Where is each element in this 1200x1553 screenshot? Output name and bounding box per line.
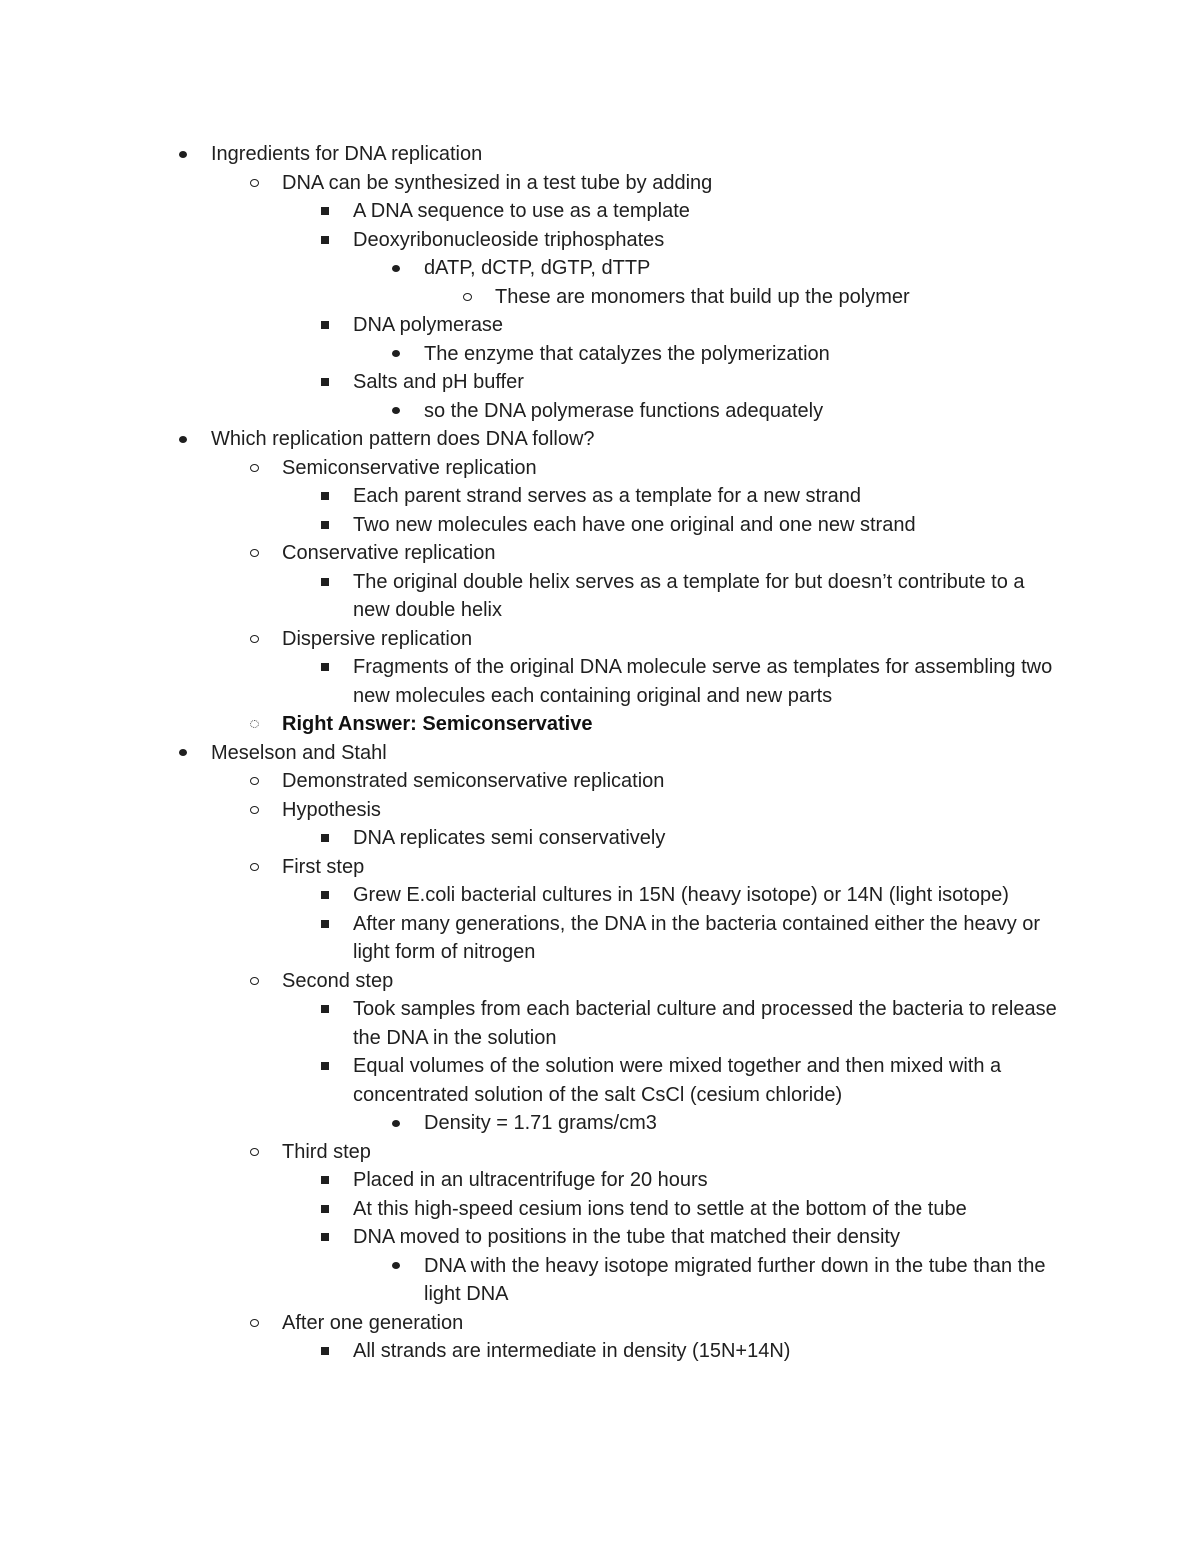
square-bullet-icon (321, 207, 329, 215)
list-item (0, 967, 1200, 996)
list-item (0, 710, 1200, 739)
square-bullet-icon (321, 920, 329, 928)
list-item-text: Placed in an ultracentrifuge for 20 hours (353, 1169, 708, 1191)
list-item (0, 226, 1200, 255)
list-item (0, 197, 1200, 226)
list-item (0, 881, 1200, 910)
list-item (0, 1337, 1200, 1366)
list-item (0, 1166, 1200, 1195)
hollow-circle-bullet-icon (250, 1148, 259, 1156)
filled-circle-bullet-icon (392, 1120, 400, 1127)
list-item-text: Second step (282, 969, 394, 992)
square-bullet-icon (321, 521, 329, 529)
list-item (0, 454, 1200, 483)
list-item (0, 824, 1200, 853)
list-item-text: Equal volumes of the solution were mixed together and then mixed with a concentrated solution of the salt CsCl (cesium chloride) (353, 1055, 1002, 1106)
list-item (0, 169, 1200, 198)
filled-circle-bullet-icon (179, 436, 187, 443)
list-item (0, 1052, 1200, 1109)
list-item-text: DNA moved to positions in the tube that matched their density (353, 1226, 900, 1248)
hollow-circle-bullet-icon (250, 464, 259, 472)
hollow-circle-bullet-icon (250, 863, 259, 871)
list-item-text: At this high-speed cesium ions tend to settle at the bottom of the tube (353, 1197, 967, 1220)
square-bullet-icon (321, 1233, 329, 1241)
list-item-text: Conservative replication (282, 542, 496, 564)
document-outline (0, 140, 1200, 1366)
list-item (0, 653, 1200, 710)
square-bullet-icon (321, 378, 329, 386)
list-item-text: DNA polymerase (353, 314, 504, 336)
list-item-text: Ingredients for DNA replication (211, 143, 483, 165)
square-bullet-icon (321, 1176, 329, 1184)
list-item (0, 140, 1200, 169)
filled-circle-bullet-icon (392, 265, 400, 272)
square-bullet-icon (321, 578, 329, 586)
list-item-text: dATP, dCTP, dGTP, dTTP (424, 257, 651, 279)
list-item-text: DNA with the heavy isotope migrated further down in the tube than the light DNA (424, 1254, 1046, 1305)
list-item-text: Fragments of the original DNA molecule serve as templates for assembling two new molecules each containing original and new parts (353, 656, 1053, 707)
list-item (0, 853, 1200, 882)
list-item-text: After many generations, the DNA in the bacteria contained either the heavy or light form of nitrogen (353, 912, 1041, 963)
list-item (0, 1252, 1200, 1309)
list-item-text: Each parent strand serves as a template for a new strand (353, 485, 862, 507)
list-item (0, 1138, 1200, 1167)
list-item-text: DNA replicates semi conservatively (353, 827, 666, 849)
list-item (0, 283, 1200, 312)
square-bullet-icon (321, 1005, 329, 1013)
list-item-text: Dispersive replication (282, 627, 473, 650)
list-item-text: DNA can be synthesized in a test tube by adding (282, 171, 713, 194)
list-item-text: Deoxyribonucleoside triphosphates (353, 228, 665, 251)
list-item-text: The enzyme that catalyzes the polymerization (424, 342, 830, 365)
list-item (0, 425, 1200, 454)
square-bullet-icon (321, 321, 329, 329)
list-item (0, 995, 1200, 1052)
list-item (0, 796, 1200, 825)
list-item (0, 1223, 1200, 1252)
hollow-circle-bullet-icon (463, 293, 472, 301)
list-item (0, 539, 1200, 568)
list-item (0, 397, 1200, 426)
list-item-text: First step (282, 855, 365, 878)
list-item-text: These are monomers that build up the polymer (495, 285, 910, 308)
filled-circle-bullet-icon (392, 1262, 400, 1269)
list-item-text: Meselson and Stahl (211, 741, 387, 764)
square-bullet-icon (321, 236, 329, 244)
list-item-text: A DNA sequence to use as a template (353, 200, 690, 222)
list-item (0, 254, 1200, 283)
square-bullet-icon (321, 663, 329, 671)
list-item-text: Salts and pH buffer (353, 371, 524, 393)
hollow-circle-bullet-icon (250, 1319, 259, 1327)
filled-circle-bullet-icon (392, 350, 400, 357)
list-item (0, 482, 1200, 511)
list-item-text: Semiconservative replication (282, 456, 537, 479)
list-item-text: Grew E.coli bacterial cultures in 15N (heavy isotope) or 14N (light isotope) (353, 884, 1009, 906)
list-item (0, 511, 1200, 540)
list-item (0, 368, 1200, 397)
list-item (0, 739, 1200, 768)
hollow-circle-bullet-icon (250, 977, 259, 985)
list-item-text: Two new molecules each have one original and one new strand (353, 513, 916, 536)
list-item-text: All strands are intermediate in density (15N+14N) (353, 1340, 791, 1362)
list-item-text: Third step (282, 1140, 371, 1163)
hollow-circle-bullet-icon (250, 635, 259, 643)
list-item-text: Right Answer: Semiconservative (282, 713, 593, 735)
filled-circle-bullet-icon (179, 749, 187, 756)
hollow-circle-bullet-icon (250, 777, 259, 785)
list-item-text: The original double helix serves as a template for but doesn’t contribute to a new double helix (353, 570, 1025, 621)
filled-circle-bullet-icon (392, 407, 400, 414)
square-bullet-icon (321, 1205, 329, 1213)
dotted-circle-bullet-icon (250, 720, 259, 728)
list-item (0, 568, 1200, 625)
list-item-text: Density = 1.71 grams/cm3 (424, 1112, 657, 1134)
filled-circle-bullet-icon (179, 151, 187, 158)
list-item-text: Hypothesis (282, 798, 381, 821)
list-item (0, 625, 1200, 654)
list-item (0, 767, 1200, 796)
square-bullet-icon (321, 492, 329, 500)
list-item (0, 1309, 1200, 1338)
list-item (0, 1195, 1200, 1224)
square-bullet-icon (321, 891, 329, 899)
square-bullet-icon (321, 834, 329, 842)
list-item (0, 1109, 1200, 1138)
list-item (0, 340, 1200, 369)
hollow-circle-bullet-icon (250, 179, 259, 187)
list-item (0, 910, 1200, 967)
square-bullet-icon (321, 1062, 329, 1070)
list-item-text: Took samples from each bacterial culture and processed the bacteria to release the DNA in the solution (353, 998, 1057, 1049)
hollow-circle-bullet-icon (250, 549, 259, 557)
list-item-text: Which replication pattern does DNA follow? (211, 428, 595, 450)
list-item-text: After one generation (282, 1311, 464, 1334)
hollow-circle-bullet-icon (250, 806, 259, 814)
list-item-text: Demonstrated semiconservative replication (282, 770, 665, 792)
square-bullet-icon (321, 1347, 329, 1355)
list-item-text: so the DNA polymerase functions adequately (424, 399, 824, 422)
list-item (0, 311, 1200, 340)
